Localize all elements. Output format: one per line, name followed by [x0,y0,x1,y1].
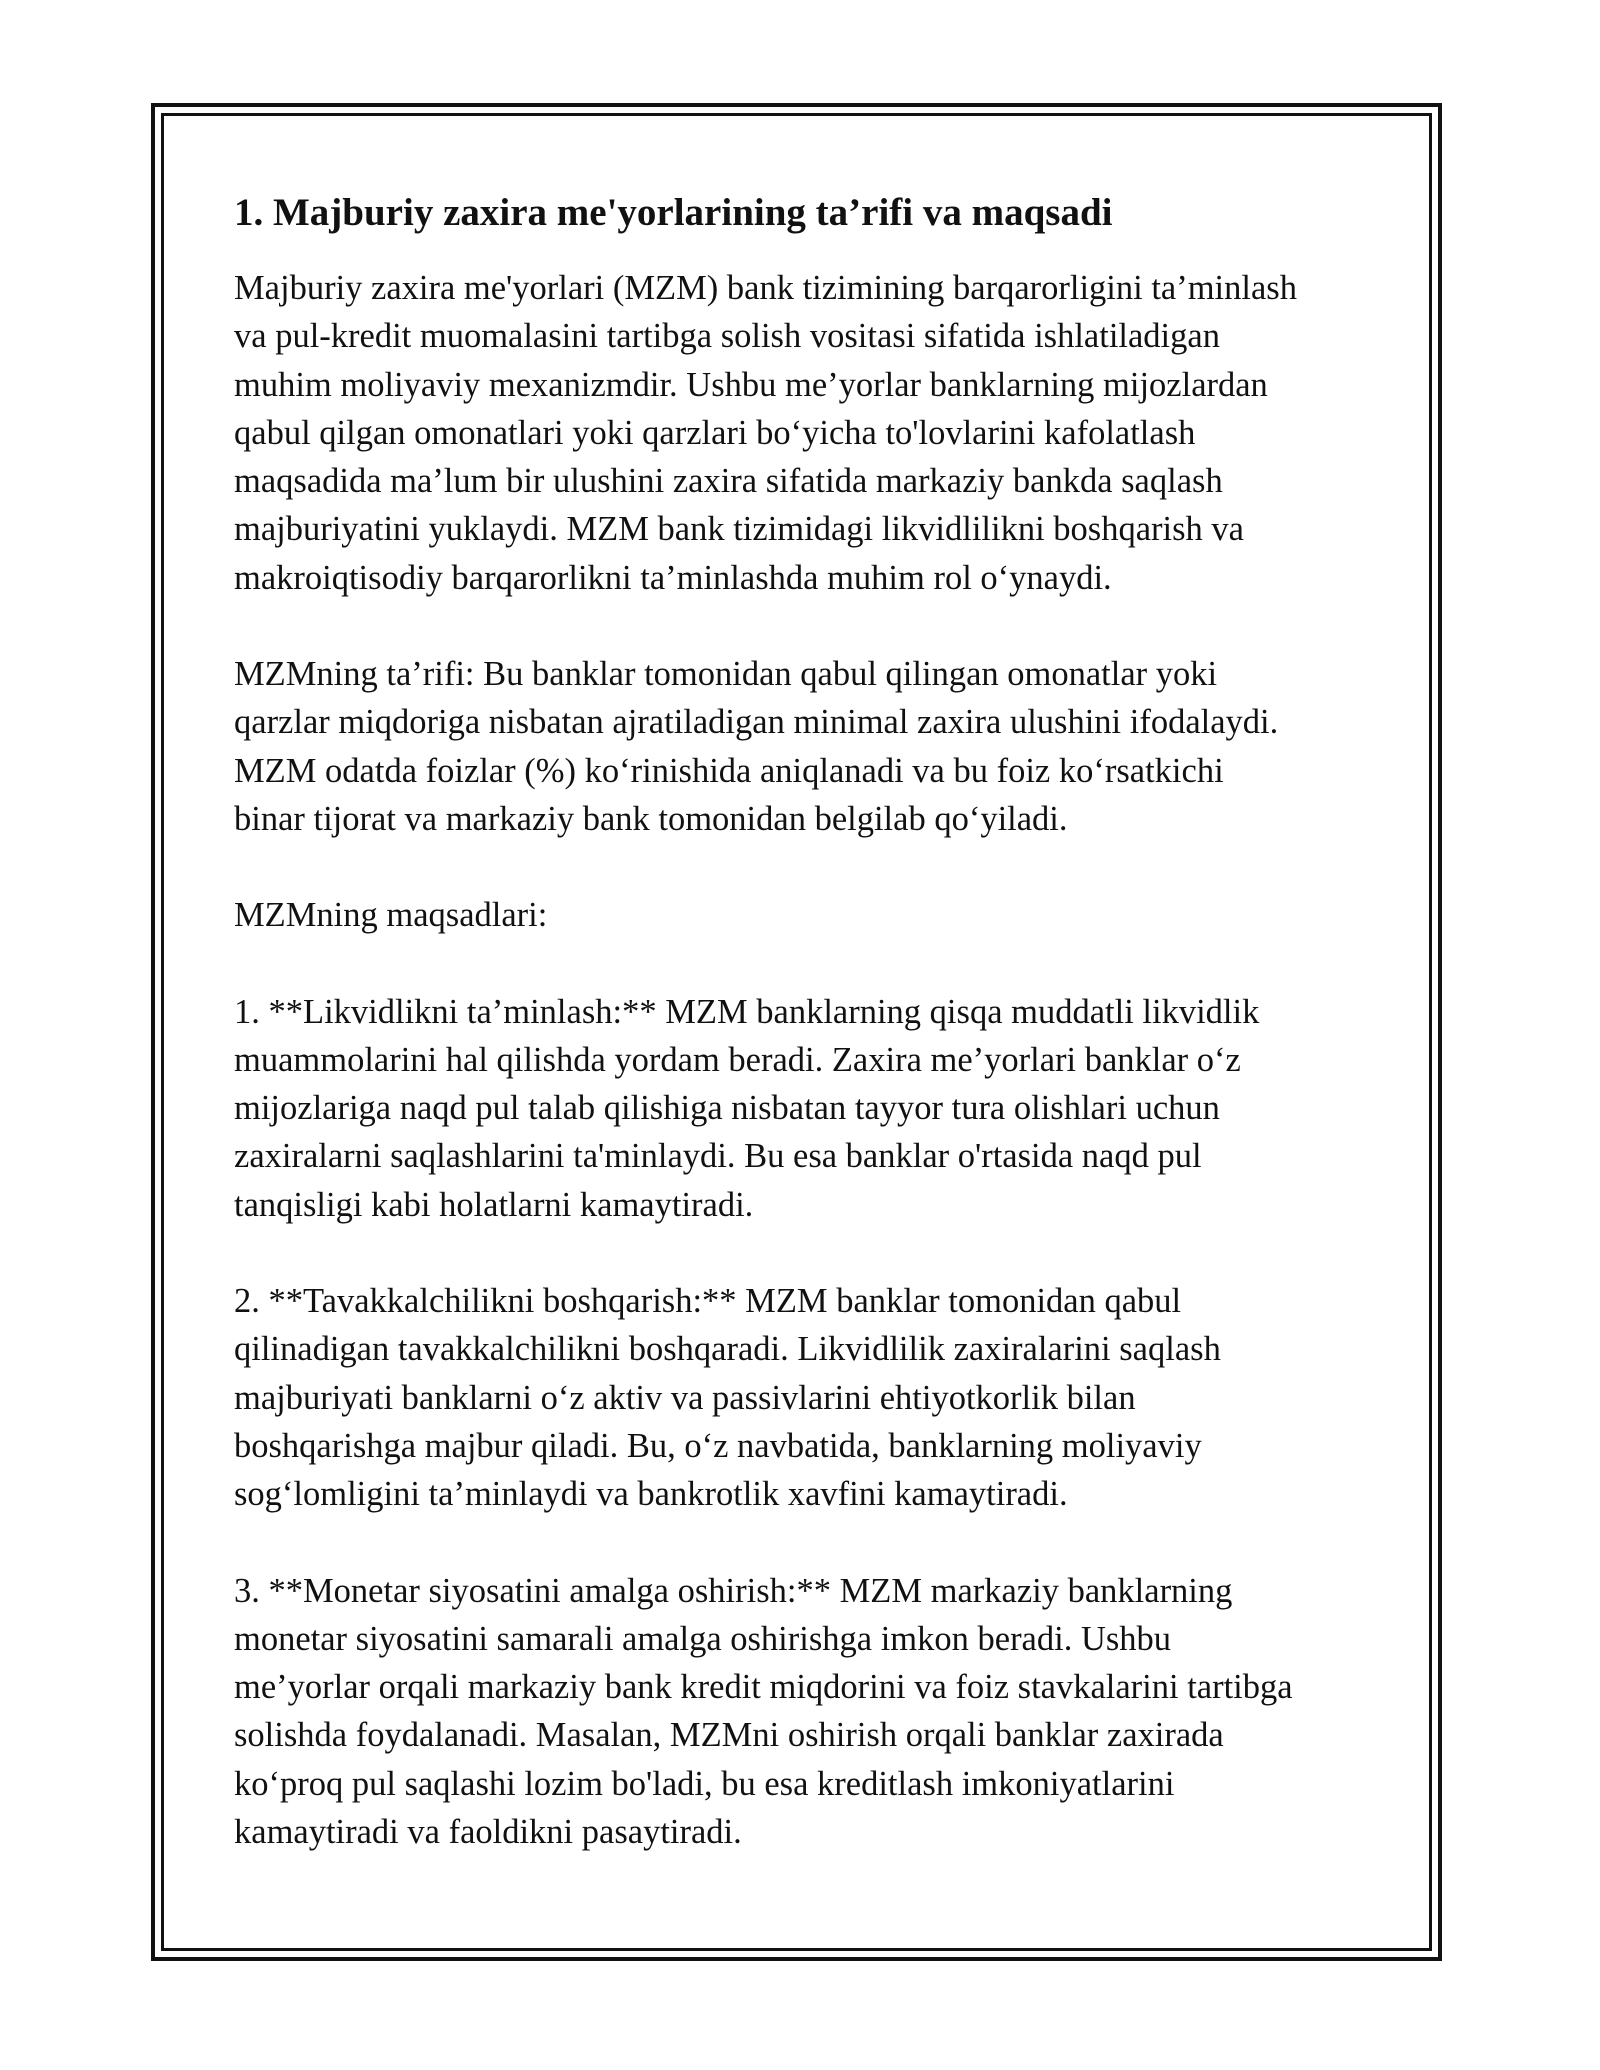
text-line: 3. **Monetar siyosatini amalga oshirish:** MZM markaziy banklarning [234,1571,1233,1610]
text-line: MZMning maqsadlari: [234,896,548,935]
text-line: muammolarini hal qilishda yordam beradi. Zaxira me’yorlari banklar o‘z [234,1040,1241,1079]
text-line: majburiyati banklarni o‘z aktiv va passivlarini ehtiyotkorlik bilan [234,1378,1136,1417]
section-heading: 1. Majburiy zaxira me'yorlarining ta’rifi va maqsadi [234,191,1113,234]
list-item-monetary [234,1567,1374,1857]
text-line: 1. **Likvidlikni ta’minlash:** MZM banklarning qisqa muddatli likvidlik [234,992,1260,1031]
paragraph-goals-intro [234,891,1374,939]
text-line: sog‘lomligini ta’minlaydi va bankrotlik xavfini kamaytiradi. [234,1475,1068,1514]
text-line: monetar siyosatini samarali amalga oshirishga imkon beradi. Ushbu [234,1619,1172,1658]
list-item-liquidity [234,988,1374,1229]
text-line: MZM odatda foizlar (%) ko‘rinishida aniqlanadi va bu foiz ko‘rsatkichi [234,751,1224,790]
text-line: qarzlar miqdoriga nisbatan ajratiladigan minimal zaxira ulushini ifodalaydi. [234,703,1279,742]
text-line: va pul-kredit muomalasini tartibga solish vositasi sifatida ishlatiladigan [234,317,1220,356]
text-line: makroiqtisodiy barqarorlikni ta’minlashda muhim rol o‘ynaydi. [234,558,1112,597]
text-line: Majburiy zaxira me'yorlari (MZM) bank tizimining barqarorligini ta’minlash [234,269,1297,307]
text-line: qilinadigan tavakkalchilikni boshqaradi. Likvidlilik zaxiralarini saqlash [234,1330,1221,1369]
list-item-risk [234,1277,1374,1518]
text-line: muhim moliyaviy mexanizmdir. Ushbu me’yorlar banklarning mijozlardan [234,365,1268,404]
text-line: boshqarishga majbur qiladi. Bu, o‘z navbatida, banklarning moliyaviy [234,1426,1202,1465]
paragraph-definition [234,650,1374,843]
text-line: ko‘proq pul saqlashi lozim bo'ladi, bu esa kreditlash imkoniyatlarini [234,1764,1175,1803]
document-body [234,188,1374,1856]
text-line: maqsadida ma’lum bir ulushini zaxira sifatida markaziy bankda saqlash [234,462,1223,501]
text-line: kamaytiradi va faoldikni pasaytiradi. [234,1813,742,1852]
text-line: zaxiralarni saqlashlarini ta'minlaydi. Bu esa banklar o'rtasida naqd pul [234,1137,1202,1176]
paragraph-intro [234,264,1374,602]
text-line: qabul qilgan omonatlari yoki qarzlari bo‘yicha to'lovlarini kafolatlash [234,413,1196,452]
text-line: mijozlariga naqd pul talab qilishiga nisbatan tayyor tura olishlari uchun [234,1089,1220,1128]
text-line: tanqisligi kabi holatlarni kamaytiradi. [234,1185,754,1224]
text-line: binar tijorat va markaziy bank tomonidan belgilab qo‘yiladi. [234,799,1068,838]
text-line: majburiyatini yuklaydi. MZM bank tizimidagi likvidlilikni boshqarish va [234,510,1244,549]
text-line: 2. **Tavakkalchilikni boshqarish:** MZM banklar tomonidan qabul [234,1282,1182,1321]
text-line: solishda foydalanadi. Masalan, MZMni oshirish orqali banklar zaxirada [234,1716,1224,1755]
text-line: MZMning ta’rifi: Bu banklar tomonidan qabul qilingan omonatlar yoki [234,655,1218,694]
text-line: me’yorlar orqali markaziy bank kredit miqdorini va foiz stavkalarini tartibga [234,1668,1293,1707]
